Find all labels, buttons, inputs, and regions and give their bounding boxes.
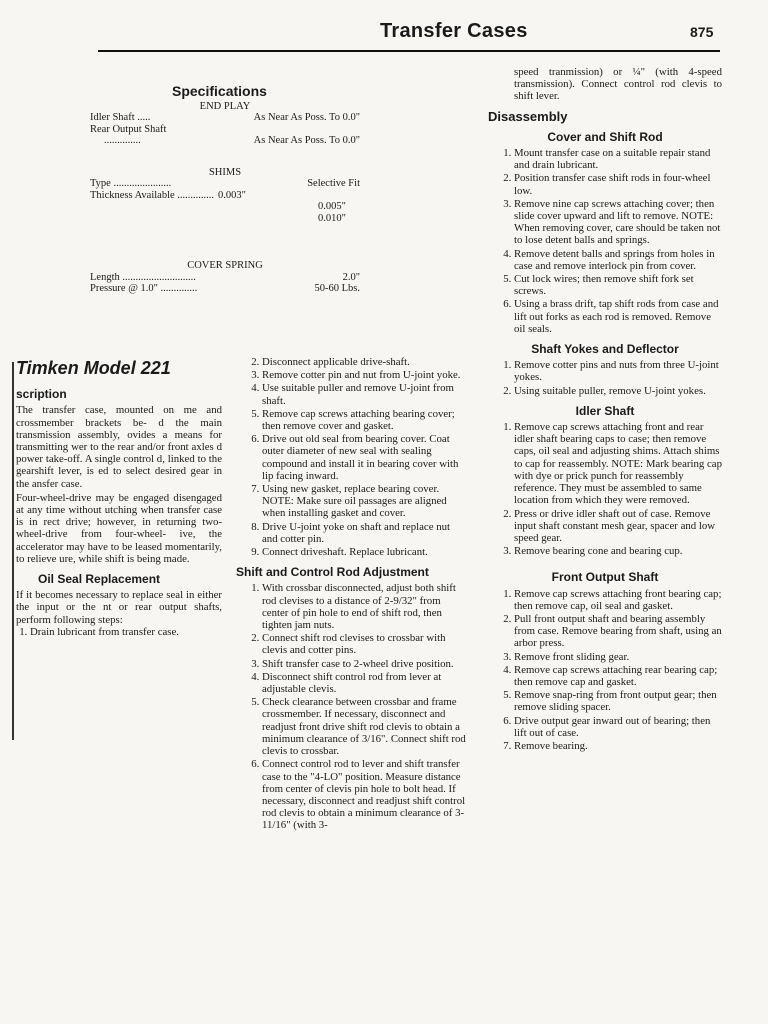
yokes-steps-list [488,359,722,397]
list-item: 2. Using suitable puller, remove U-joint yokes. [514,385,722,397]
idler-steps-list [488,421,722,557]
cover-steps-list [488,147,722,335]
end-play-title: END PLAY [199,100,251,112]
thickness-row [90,190,360,202]
list-item: 4. Use suitable puller and remove U-joint from shaft. [262,382,468,406]
type-label: Type ...................... [90,178,172,189]
pressure-label: Pressure @ 1.0" .............. [90,283,198,294]
specifications-title: Specifications [172,83,267,99]
oil-seal-heading: Oil Seal Replacement [38,572,161,587]
front-output-heading: Front Output Shaft [551,570,659,585]
list-item: 7. Using new gasket, replace bearing cover. NOTE: Make sure oil passages are aligned when installing gasket and cover. [262,483,468,520]
four-wheel-text: Four-wheel-drive may be engaged disengaged at any time without utching when transfer case is in rect drive; however, in returning two-wheel-drive from four-wheel- ive, the accelerator may have to be leased momentarily, to relieve ure, while shift is being made. [16,491,222,565]
idler-shaft-row [90,112,360,124]
front-steps-list [488,588,722,753]
continued-text: speed tranmission) or ¼" (with 4-speed transmission). Connect control rod clevis to shift lever. [514,66,722,103]
list-item: 5. Check clearance between crossbar and frame crossmember. If necessary, disconnect and readjust front drive shift rod clevis to obtain a minimum clearance of 3/16". Connect shift rod clevis to crossbar. [262,696,468,757]
list-item: 4. Remove detent balls and springs from holes in case and remove interlock pin from cover. [514,248,722,272]
description-heading: scription [16,387,67,402]
left-margin-rule [12,362,14,740]
list-item: 2. Disconnect applicable drive-shaft. [262,356,468,368]
cover-shift-rod-heading: Cover and Shift Rod [547,129,663,144]
description-text: The transfer case, mounted on me and crossmember brackets be- d the main transmission assembly, ovides a means for transmitting wer to the rear and/or front axles d power take-off. A single control d, linked to the gearshift lever, is ed to select desired gear in the ansfer case. [16,404,222,490]
thickness-value-3: 0.010" [318,212,346,224]
list-item: 2. Pull front output shaft and bearing assembly from case. Remove bearing from shaft, using an arbor press. [514,613,722,650]
list-item: 2. Connect shift rod clevises to crossbar with clevis and cotter pins. [262,632,468,656]
list-item: 1. Remove cap screws attaching front bearing cap; then remove cap, oil seal and gasket. [514,588,722,612]
cover-spring-title: COVER SPRING [187,260,263,271]
seal-steps-list [236,356,468,558]
thickness-value-2: 0.005" [318,201,346,212]
list-item: 2. Press or drive idler shaft out of case. Remove input shaft constant mesh gear, spacer and low speed gear. [514,508,722,545]
right-column [488,66,722,753]
shims-title: SHIMS [208,166,242,178]
left-column [16,358,222,639]
oil-seal-steps [16,626,222,638]
idler-shaft-value: As Near As Poss. To 0.0" [253,112,360,123]
shift-rod-heading: Shift and Control Rod Adjustment [236,565,429,580]
list-item: 9. Connect driveshaft. Replace lubricant. [262,546,468,558]
list-item: 5. Remove cap screws attaching bearing cover; then remove cover and gasket. [262,408,468,432]
length-label: Length ............................ [90,271,196,283]
shaft-yokes-heading: Shaft Yokes and Deflector [531,342,679,357]
list-item: 8. Drive U-joint yoke on shaft and replace nut and cotter pin. [262,521,468,545]
thickness-label: Thickness Available .............. [90,189,215,201]
middle-column [236,356,468,833]
type-value: Selective Fit [307,178,360,189]
list-item: 5. Remove snap-ring from front output gear; then remove sliding spacer. [514,689,722,713]
length-value: 2.0" [342,271,360,283]
specifications-block [90,83,360,295]
model-title: Timken Model 221 [16,358,171,378]
list-item: 1. Mount transfer case on a suitable repair stand and drain lubricant. [514,147,722,171]
rear-output-label: Rear Output Shaft [90,123,167,135]
list-item: 4. Remove cap screws attaching rear bearing cap; then remove cap and gasket. [514,664,722,688]
list-item: 6. Connect control rod to lever and shift transfer case to the "4-LO" position. Measure distance from center of clevis pin hole to bolt head. If necessary, disconnect and readjust shift control rod clevis to obtain a minimum clearance of 3-11/16" (with 3- [262,758,468,831]
idler-shaft-heading: Idler Shaft [575,403,635,418]
list-item: 4. Disconnect shift control rod from lever at adjustable clevis. [262,671,468,695]
idler-shaft-label: Idler Shaft ..... [90,112,151,123]
list-item: 6. Using a brass drift, tap shift rods from case and lift out forks as each rod is removed. Remove oil seals. [514,298,722,335]
thickness-value-1: 0.003" [218,189,246,201]
thickness-row-3 [90,213,360,225]
list-item: 6. Drive out old seal from bearing cover. Coat outer diameter of new seal with sealing compound and install it in bearing cover with lip facing inward. [262,433,468,482]
disassembly-heading: Disassembly [488,108,568,124]
list-item: 3. Remove front sliding gear. [514,651,722,663]
list-item: 7. Remove bearing. [514,740,722,752]
pressure-row [90,283,360,295]
header-rule [98,50,720,52]
rear-output-label-row [90,124,360,136]
rear-output-value: As Near As Poss. To 0.0" [253,135,360,146]
rear-output-dots: .............. [104,135,141,146]
list-item: 3. Shift transfer case to 2-wheel drive position. [262,658,468,670]
oil-seal-text: If it becomes necessary to replace seal in either the input or the nt or rear output shafts, perform following steps: [16,589,222,626]
list-item: 1. Remove cap screws attaching front and rear idler shaft bearing caps to case; then remove caps, oil seal and adjusting shims. Attach shims to cap for reassembly. NOTE: Mark bearing cap with dye or prick punch for reassembly reference. They must be assembled to same location from which they were removed. [514,421,722,506]
list-item: 6. Drive output gear inward out of bearing; then lift out of case. [514,715,722,739]
rear-output-row [90,135,360,147]
list-item: 2. Position transfer case shift rods in four-wheel low. [514,172,722,196]
list-item: 5. Cut lock wires; then remove shift fork set screws. [514,273,722,297]
list-item: 1. With crossbar disconnected, adjust both shift rod clevises to a distance of 2-9/32" from center of pin hole to end of shift rod, then tighten jam nuts. [262,582,468,631]
list-item: 3. Remove bearing cone and bearing cup. [514,545,722,557]
oil-seal-step-1: 1. Drain lubricant from transfer case. [30,626,222,638]
list-item: 3. Remove nine cap screws attaching cover; then slide cover upward and lift to remove. NOTE: When removing cover, care should be taken not to lose detent balls and springs. [514,198,722,247]
page-number: 875 [690,24,714,40]
list-item: 1. Remove cotter pins and nuts from three U-joint yokes. [514,359,722,383]
length-row [90,272,360,284]
running-header-title: Transfer Cases [380,20,528,42]
pressure-value: 50-60 Lbs. [314,283,360,294]
type-row [90,178,360,190]
list-item: 3. Remove cotter pin and nut from U-joint yoke. [262,369,468,381]
shift-steps-list [236,582,468,831]
thickness-row-2 [90,201,360,213]
